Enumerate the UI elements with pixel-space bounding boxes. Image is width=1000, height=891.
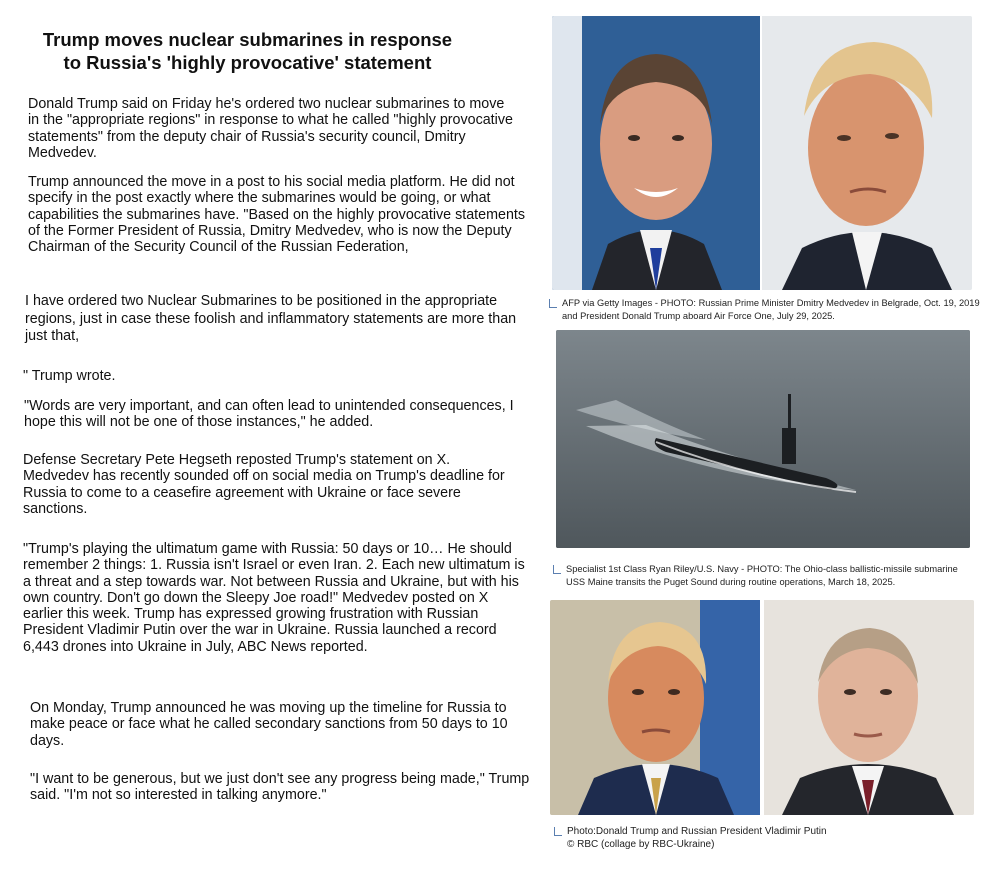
caption-corner-icon [549,299,557,308]
article-paragraph: "I want to be generous, but we just don't see any progress being made," Trump said. "I'm not so interested in talking anymore." [30,771,530,804]
portrait-collage-illustration [550,600,974,815]
article-headline [20,28,475,74]
caption-line-2: USS Maine transits the Puget Sound during routine operations, March 18, 2025. [566,577,896,587]
article-paragraph: "Words are very important, and can often lead to unintended consequences, I hope this will not be one of those instances," he added. [24,398,514,431]
submarine-illustration [556,330,970,548]
article-paragraph: On Monday, Trump announced he was moving up the timeline for Russia to make peace or face what he called secondary sanctions from 50 days to 10 days. [30,700,508,749]
photo-caption [566,563,958,589]
caption-line-1: AFP via Getty Images - PHOTO: Russian Prime Minister Dmitry Medvedev in Belgrade, Oct. 19, 2019 [562,298,980,308]
article-paragraph: Defense Secretary Pete Hegseth reposted Trump's statement on X. Medvedev has recently sounded off on social media on Trump's deadline for Russia to come to a ceasefire agreement with Ukraine or face severe sanctions. [23,452,505,517]
photo-caption [562,297,980,323]
headline-line-2: to Russia's 'highly provocative' statement [63,52,432,73]
article-paragraph: " Trump wrote. [23,368,116,384]
article-paragraph: Trump announced the move in a post to his social media platform. He did not specify in the post exactly where the submarines would be going, or what capabilities the submarines have. "Based on the highly provocative statements of the Former President of Russia, Dmitry Medvedev, who is now the Deputy Chairman of the Security Council of the Russian Federation, [28,174,526,256]
caption-line-2: and President Donald Trump aboard Air Force One, July 29, 2025. [562,311,835,321]
article-paragraph: I have ordered two Nuclear Submarines to be positioned in the appropriate regions, just in case these foolish and inflammatory statements are more than just that, [25,293,517,344]
headline-line-1: Trump moves nuclear submarines in response [42,29,453,50]
article-paragraph: Donald Trump said on Friday he's ordered two nuclear submarines to move in the "appropriate regions" in response to what he called "highly provocative statements" from the deputy chair of Russia's security council, Dmitry Medvedev. [28,96,513,161]
caption-line-1: Photo:Donald Trump and Russian President Vladimir Putin [567,826,827,837]
caption-line-2: © RBC (collage by RBC-Ukraine) [567,839,715,850]
photo-medvedev-trump [552,16,972,290]
photo-trump-putin [550,600,974,815]
caption-corner-icon [554,827,562,836]
portrait-collage-illustration [552,16,972,290]
photo-submarine [556,330,970,548]
article-paragraph: "Trump's playing the ultimatum game with Russia: 50 days or 10… He should remember 2 things: 1. Russia isn't Israel or even Iran. 2. Each new ultimatum is a threat and a step towards war. Not between Russia and Ukraine, but with his own country. Don't go down the Sleepy Joe road!" Medvedev posted on X earlier this week. Trump has expressed growing frustration with Russian President Vladimir Putin over the war in Ukraine. Russia launched a record 6,443 drones into Ukraine in July, ABC News reported. [23,541,525,655]
caption-line-1: Specialist 1st Class Ryan Riley/U.S. Navy - PHOTO: The Ohio-class ballistic-missile submarine [566,564,958,574]
photo-caption [567,825,827,851]
caption-corner-icon [553,565,561,574]
